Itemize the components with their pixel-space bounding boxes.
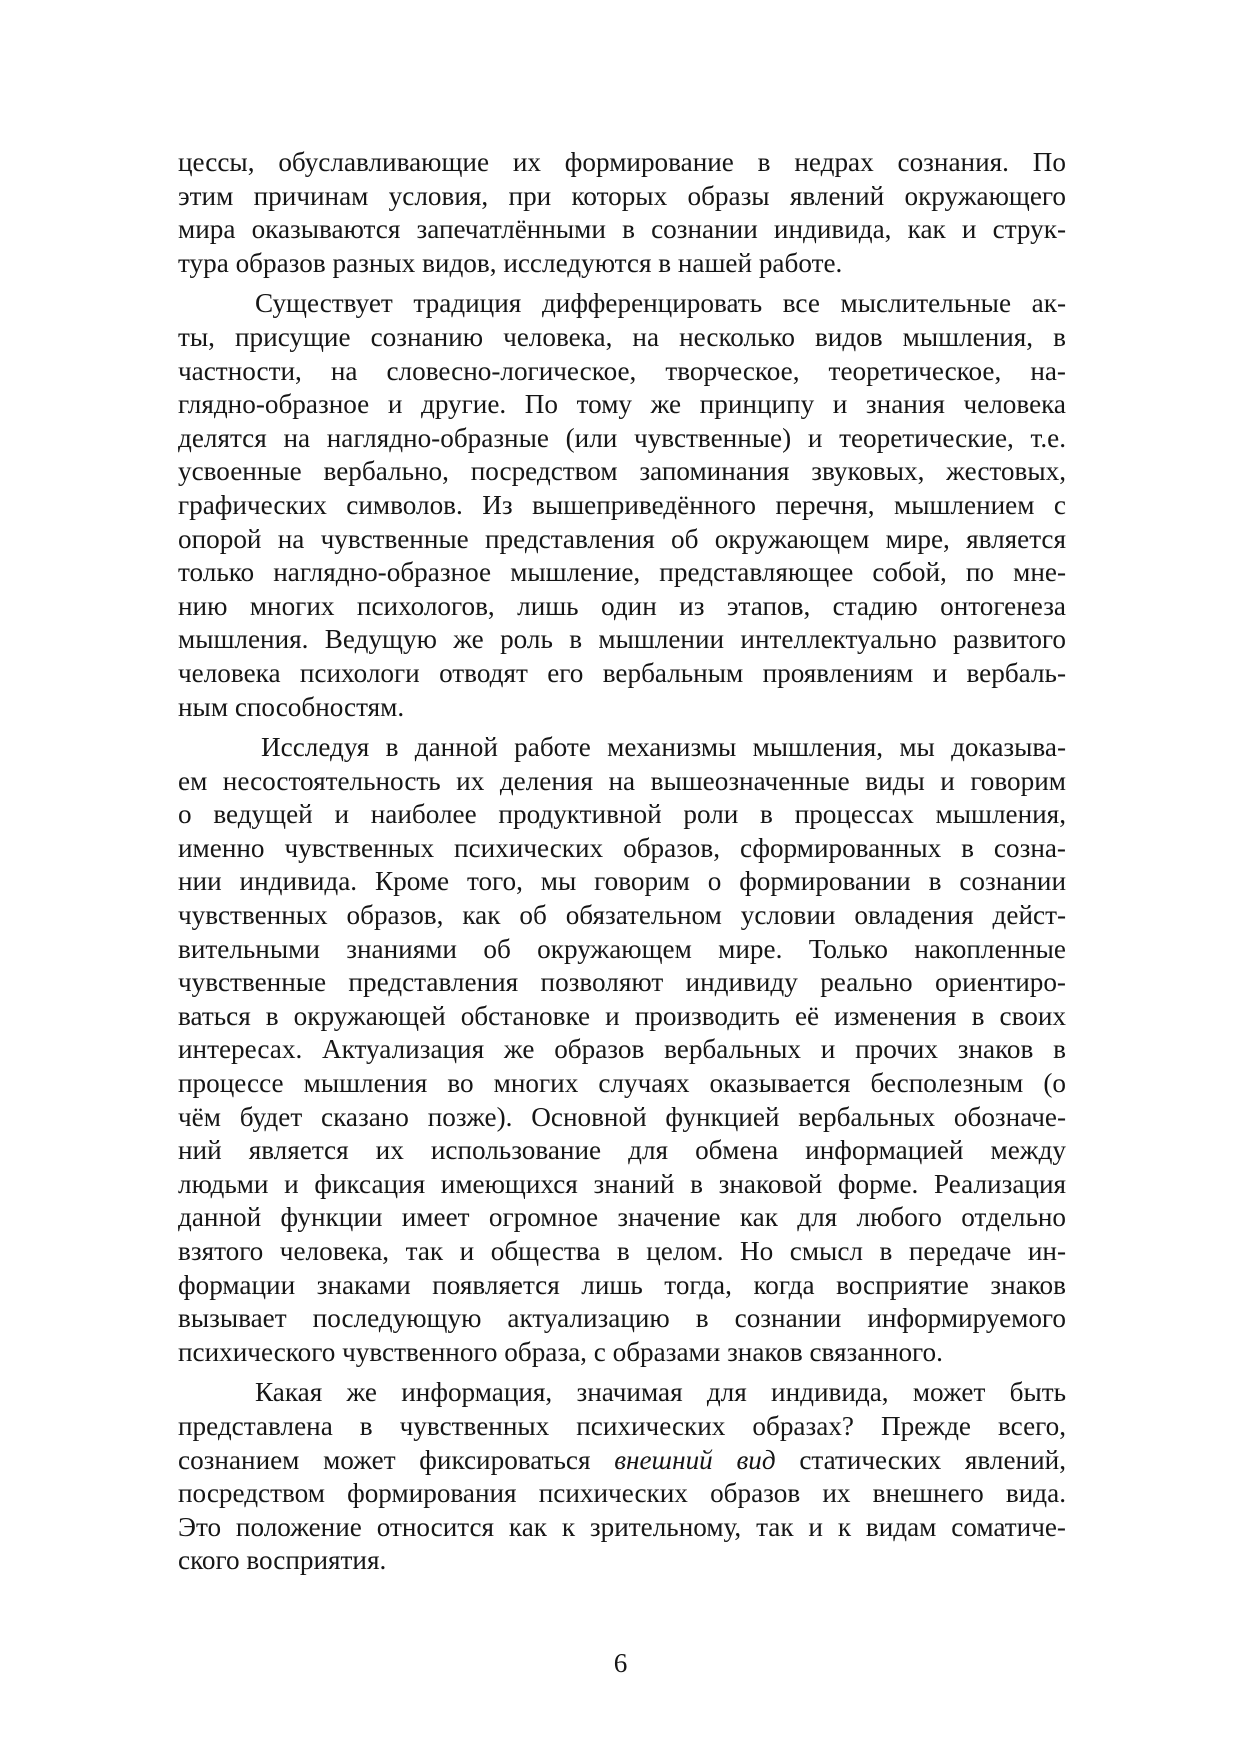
emphasized-term: внешний вид	[614, 1444, 776, 1475]
text-line: тура образов разных видов, исследуются в нашей работе.	[178, 247, 843, 278]
text-line: глядно-образное и другие. По тому же принципу и знания человека	[178, 389, 1066, 420]
text-line: процессе мышления во многих случаях оказывается бесполезным (о	[178, 1068, 1066, 1099]
text-line: Это положение относится как к зрительному, так и к видам соматиче-	[178, 1511, 1066, 1542]
text-line: вительными знаниями об окружающем мире. Только накопленные	[178, 933, 1066, 964]
text-line: посредством формирования психических образов их внешнего вида.	[178, 1478, 1066, 1509]
text-line: представлена в чувственных психических образах? Прежде всего,	[178, 1410, 1066, 1441]
text-line: ным способностям.	[178, 691, 405, 722]
text-line: ского восприятия.	[178, 1545, 387, 1576]
text-line: чувственные представления позволяют индивиду реально ориентиро-	[178, 967, 1066, 998]
text-line-with-emphasis	[178, 1444, 1066, 1478]
text-line: Какая же информация, значимая для индивида, может быть	[255, 1377, 1066, 1408]
text-line: данной функции имеет огромное значение как для любого отдельно	[178, 1202, 1066, 1233]
text-line: мира оказываются запечатлёнными в сознании индивида, как и струк-	[178, 214, 1066, 245]
text-line: именно чувственных психических образов, сформированных в созна-	[178, 832, 1066, 863]
text-line: делятся на наглядно-образные (или чувственные) и теоретические, т.е.	[178, 422, 1066, 453]
text-line: только наглядно-образное мышление, представляющее собой, по мне-	[178, 557, 1066, 588]
text-line: усвоенные вербально, посредством запоминания звуковых, жестовых,	[178, 456, 1066, 487]
text-line: вызывает последующую актуализацию в сознании информируемого	[178, 1303, 1066, 1334]
text-line: чувственных образов, как об обязательном условии овладения дейст-	[178, 900, 1066, 931]
text-line: нию многих психологов, лишь один из этапов, стадию онтогенеза	[178, 590, 1066, 621]
text-segment: статических явлений,	[775, 1444, 1066, 1475]
text-line: частности, на словесно-логическое, творческое, теоретическое, на-	[178, 355, 1066, 386]
text-line: формации знаками появляется лишь тогда, когда восприятие знаков	[178, 1269, 1066, 1300]
text-line: чём будет сказано позже). Основной функцией вербальных обозначе-	[178, 1101, 1066, 1132]
text-line: интересах. Актуализация же образов вербальных и прочих знаков в	[178, 1034, 1066, 1065]
page-number: 6	[613, 1648, 628, 1678]
text-line: графических символов. Из вышеприведённого перечня, мышлением с	[178, 489, 1066, 520]
text-line: мышления. Ведущую же роль в мышлении интеллектуально развитого	[178, 624, 1066, 655]
text-line: цессы, обуславливающие их формирование в недрах сознания. По	[178, 147, 1066, 177]
text-line: взятого человека, так и общества в целом. Но смысл в передаче ин-	[178, 1236, 1066, 1266]
body-text	[178, 146, 1066, 1578]
text-line: ем несостоятельность их деления на вышеозначенные виды и говорим	[178, 765, 1066, 796]
text-line: Исследуя в данной работе механизмы мышления, мы доказыва-	[261, 732, 1066, 763]
text-line: ваться в окружающей обстановке и производить её изменения в своих	[178, 1000, 1066, 1031]
text-line: людьми и фиксация имеющихся знаний в знаковой форме. Реализация	[178, 1168, 1066, 1199]
text-line: опорой на чувственные представления об окружающем мире, является	[178, 523, 1066, 554]
text-line: этим причинам условия, при которых образы явлений окружающего	[178, 180, 1066, 211]
paragraph-3	[178, 731, 1066, 1369]
text-line: человека психологи отводят его вербальным проявлениям и вербаль-	[178, 657, 1066, 688]
text-line: психического чувственного образа, с образами знаков связанного.	[178, 1336, 943, 1367]
text-line: ты, присущие сознанию человека, на несколько видов мышления, в	[178, 321, 1066, 352]
text-segment: сознанием может фиксироваться	[178, 1444, 615, 1475]
text-line: Существует традиция дифференцировать все мыслительные ак-	[255, 288, 1066, 319]
paragraph-4	[178, 1376, 1066, 1578]
text-line: нии индивида. Кроме того, мы говорим о формировании в сознании	[178, 866, 1066, 897]
paragraph-1	[178, 146, 1066, 280]
text-line: ний является их использование для обмена информацией между	[178, 1135, 1066, 1166]
text-line: о ведущей и наиболее продуктивной роли в процессах мышления,	[178, 799, 1066, 830]
paragraph-2	[178, 287, 1066, 724]
